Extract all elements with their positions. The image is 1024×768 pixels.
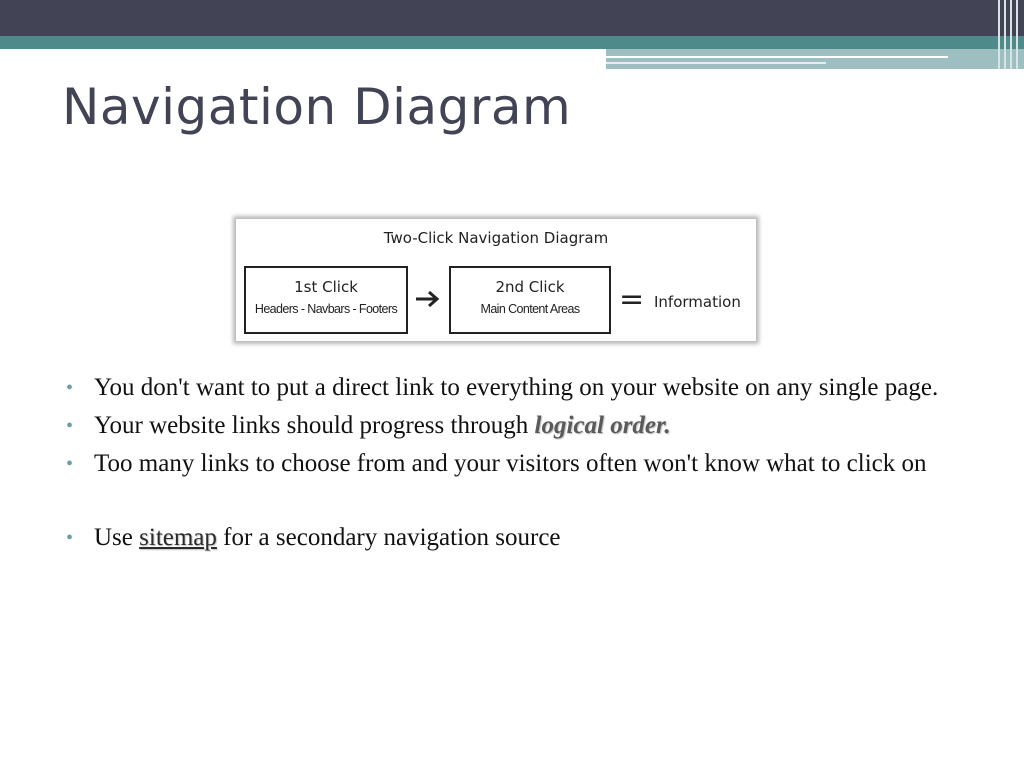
bullet-icon: • xyxy=(66,527,74,549)
logical-order-emphasis: logical order. xyxy=(534,412,671,439)
header-divider-line-secondary xyxy=(606,62,826,64)
page-title: Navigation Diagram xyxy=(62,78,572,136)
equals-sign: = xyxy=(619,282,645,317)
bullet-text: for a secondary navigation source xyxy=(216,524,561,551)
header-vertical-lines xyxy=(994,0,1024,69)
diagram-result-label: Information xyxy=(654,293,741,311)
bullet-text: Your website links should progress through xyxy=(94,412,535,439)
bullet-text: Too many links to choose from and your visitors often won't know what to click on xyxy=(94,450,927,477)
right-arrow-icon xyxy=(414,289,442,309)
bullet-icon: • xyxy=(66,453,74,475)
second-click-box xyxy=(449,266,611,334)
diagram-title: Two-Click Navigation Diagram xyxy=(383,229,609,247)
bullet-item xyxy=(66,521,966,555)
sitemap-link[interactable]: sitemap xyxy=(139,524,217,551)
navigation-diagram-image xyxy=(236,219,756,341)
first-click-heading: 1st Click xyxy=(294,278,358,296)
bullet-icon: • xyxy=(66,415,74,437)
header-band-light xyxy=(606,49,1024,69)
bullet-item xyxy=(66,447,966,481)
second-click-subtitle: Main Content Areas xyxy=(480,302,580,316)
bullet-list xyxy=(66,371,966,559)
first-click-subtitle: Headers - Navbars - Footers xyxy=(254,302,398,316)
header-band-teal xyxy=(0,36,1024,49)
bullet-item xyxy=(66,371,966,405)
bullet-text: You don't want to put a direct link to everything on your website on any single page. xyxy=(94,374,939,401)
first-click-box xyxy=(244,266,408,334)
bullet-item xyxy=(66,409,966,443)
header-band-dark xyxy=(0,0,1024,36)
second-click-heading: 2nd Click xyxy=(495,278,565,296)
bullet-text: Use xyxy=(94,524,140,551)
header-divider-line xyxy=(606,56,948,58)
bullet-icon: • xyxy=(66,377,74,399)
